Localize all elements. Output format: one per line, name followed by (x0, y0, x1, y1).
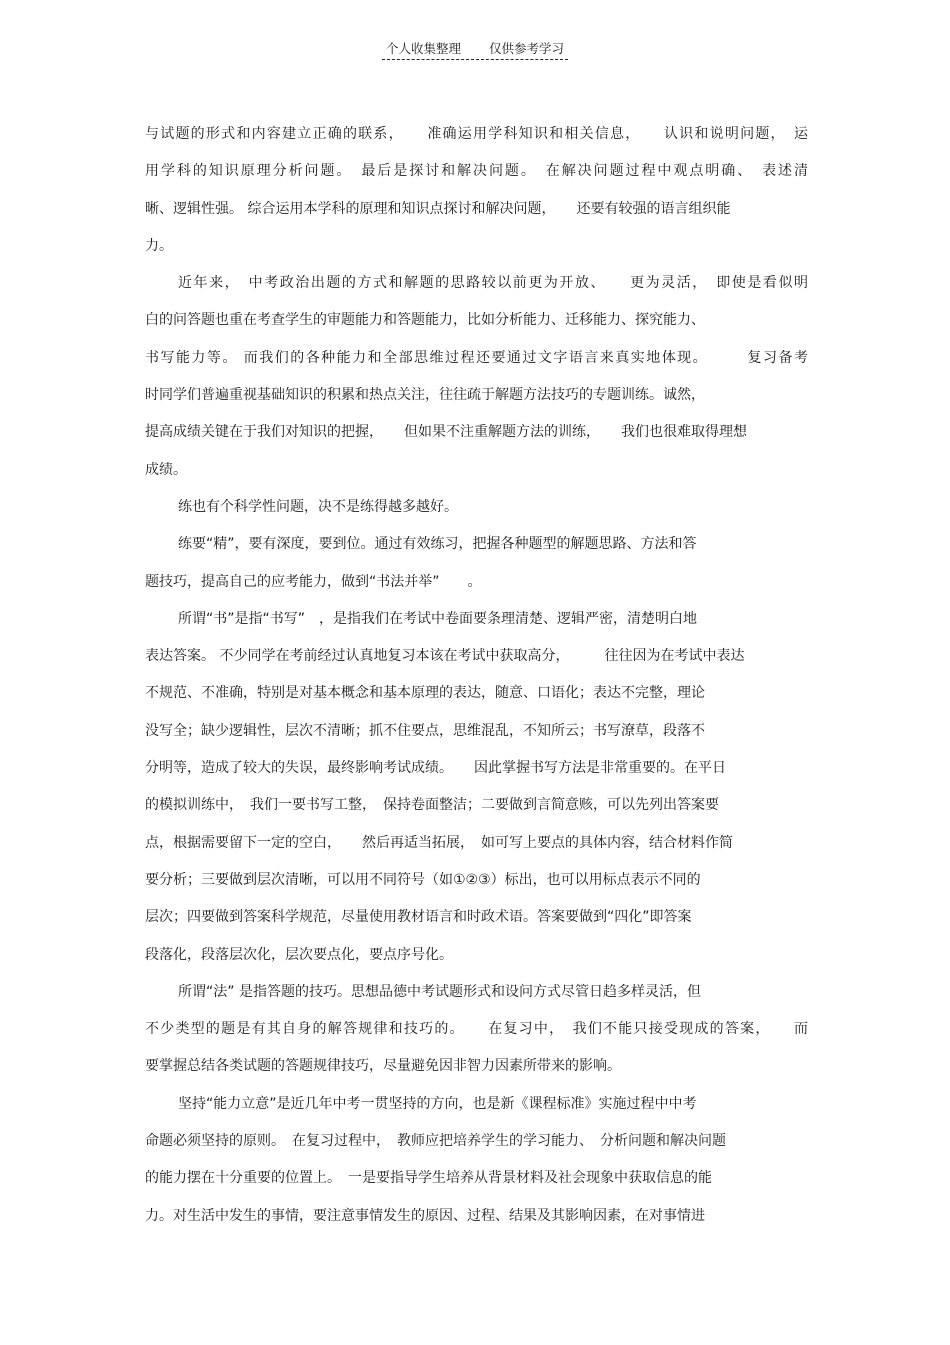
text-line: 书写能力等。 而我们的各种能力和全部思维过程还要通过文字语言来真实地体现。 复习备考 (145, 349, 808, 366)
text-line: 段落化，段落层次化，层次要点化，要点序号化。 (145, 946, 453, 963)
document-body (145, 116, 808, 1235)
text-line: 的模拟训练中， 我们一要书写工整， 保持卷面整洁；二要做到言简意赅，可以先列出答案要 (145, 797, 719, 814)
text-line: 表达答案。 不少同学在考前经过认真地复习本该在考试中获取高分， 往往因为在考试中表达 (145, 648, 745, 665)
text-line: 要掌握总结各类试题的答题规律技巧，尽量避免因非智力因素所带来的影响。 (145, 1058, 621, 1075)
text-line: 与试题的形式和内容建立正确的联系， 准确运用学科知识和相关信息， 认识和说明问题， 运 (145, 126, 808, 142)
paragraph-first-line: 练要“精”，要有深度，要到位。通过有效练习，把握各种题型的解题思路、方法和答 (178, 536, 697, 553)
text-line: 没写全；缺少逻辑性，层次不清晰；抓不住要点，思维混乱，不知所云；书写潦草，段落不 (145, 722, 705, 739)
paragraph-first-line: 所谓“书”是指“书写” ，是指我们在考试中卷面要条理清楚、逻辑严密，清楚明白地 (178, 610, 698, 627)
text-line: 要分析；三要做到层次清晰，可以用不同符号（如①②③）标出，也可以用标点表示不同的 (145, 871, 701, 888)
text-line: 不规范、不准确，特别是对基本概念和基本原理的表达，随意、口语化；表达不完整，理论 (145, 685, 705, 702)
text-line: 力。 (145, 237, 173, 254)
text-line: 用学科的知识原理分析问题。 最后是探讨和解决问题。 在解决问题过程中观点明确、 表述清 (145, 163, 808, 180)
text-line: 白的问答题也重在考查学生的审题能力和答题能力，比如分析能力、迁移能力、探究能力、 (145, 312, 705, 329)
text-line: 时同学们普遍重视基础知识的积累和热点关注，往往疏于解题方法技巧的专题训练。诚然， (145, 387, 705, 404)
paragraph-first-line: 所谓“法” 是指答题的技巧。思想品德中考试题形式和设问方式尽管日趋多样灵活，但 (178, 983, 701, 1000)
text-line: 成绩。 (145, 461, 187, 478)
page-header (0, 40, 950, 60)
text-line: 命题必须坚持的原则。 在复习过程中， 教师应把培养学生的学习能力、 分析问题和解决问题 (145, 1133, 726, 1150)
header-rule (382, 40, 568, 60)
paragraph-first-line: 练也有个科学性问题，决不是练得越多越好。 (178, 498, 458, 515)
text-line: 分明等，造成了较大的失误，最终影响考试成绩。 因此掌握书写方法是非常重要的。在平日 (145, 760, 726, 777)
text-line: 不少类型的题是有其自身的解答规律和技巧的。 在复习中， 我们不能只接受现成的答案， 而 (145, 1021, 808, 1038)
header-left-text: 个人收集整理 (385, 41, 461, 56)
text-line: 晰、逻辑性强。 综合运用本学科的原理和知识点探讨和解决问题， 还要有较强的语言组织能 (145, 200, 731, 217)
text-line: 题技巧，提高自己的应考能力，做到“书法并举” 。 (145, 573, 482, 590)
header-right-text: 仅供参考学习 (489, 41, 565, 56)
text-line: 层次；四要做到答案科学规范，尽量使用教材语言和时政术语。答案要做到“四化”即答案 (145, 909, 692, 926)
text-line: 的能力摆在十分重要的位置上。 一是要指导学生培养从背景材料及社会现象中获取信息的能 (145, 1170, 712, 1187)
text-line: 点，根据需要留下一定的空白， 然后再适当拓展， 如可写上要点的具体内容，结合材料作简 (145, 834, 733, 851)
paragraph-first-line: 坚持“能力立意”是近几年中考一贯坚持的方向，也是新《课程标准》实施过程中中考 (178, 1095, 697, 1112)
text-line: 提高成绩关键在于我们对知识的把握， 但如果不注重解题方法的训练， 我们也很难取得理想 (145, 424, 747, 441)
paragraph-first-line: 近年来， 中考政治出题的方式和解题的思路较以前更为开放、 更为灵活， 即使是看似明 (178, 275, 808, 292)
text-line: 力。对生活中发生的事情，要注意事情发生的原因、过程、结果及其影响因素，在对事情进 (145, 1207, 705, 1224)
